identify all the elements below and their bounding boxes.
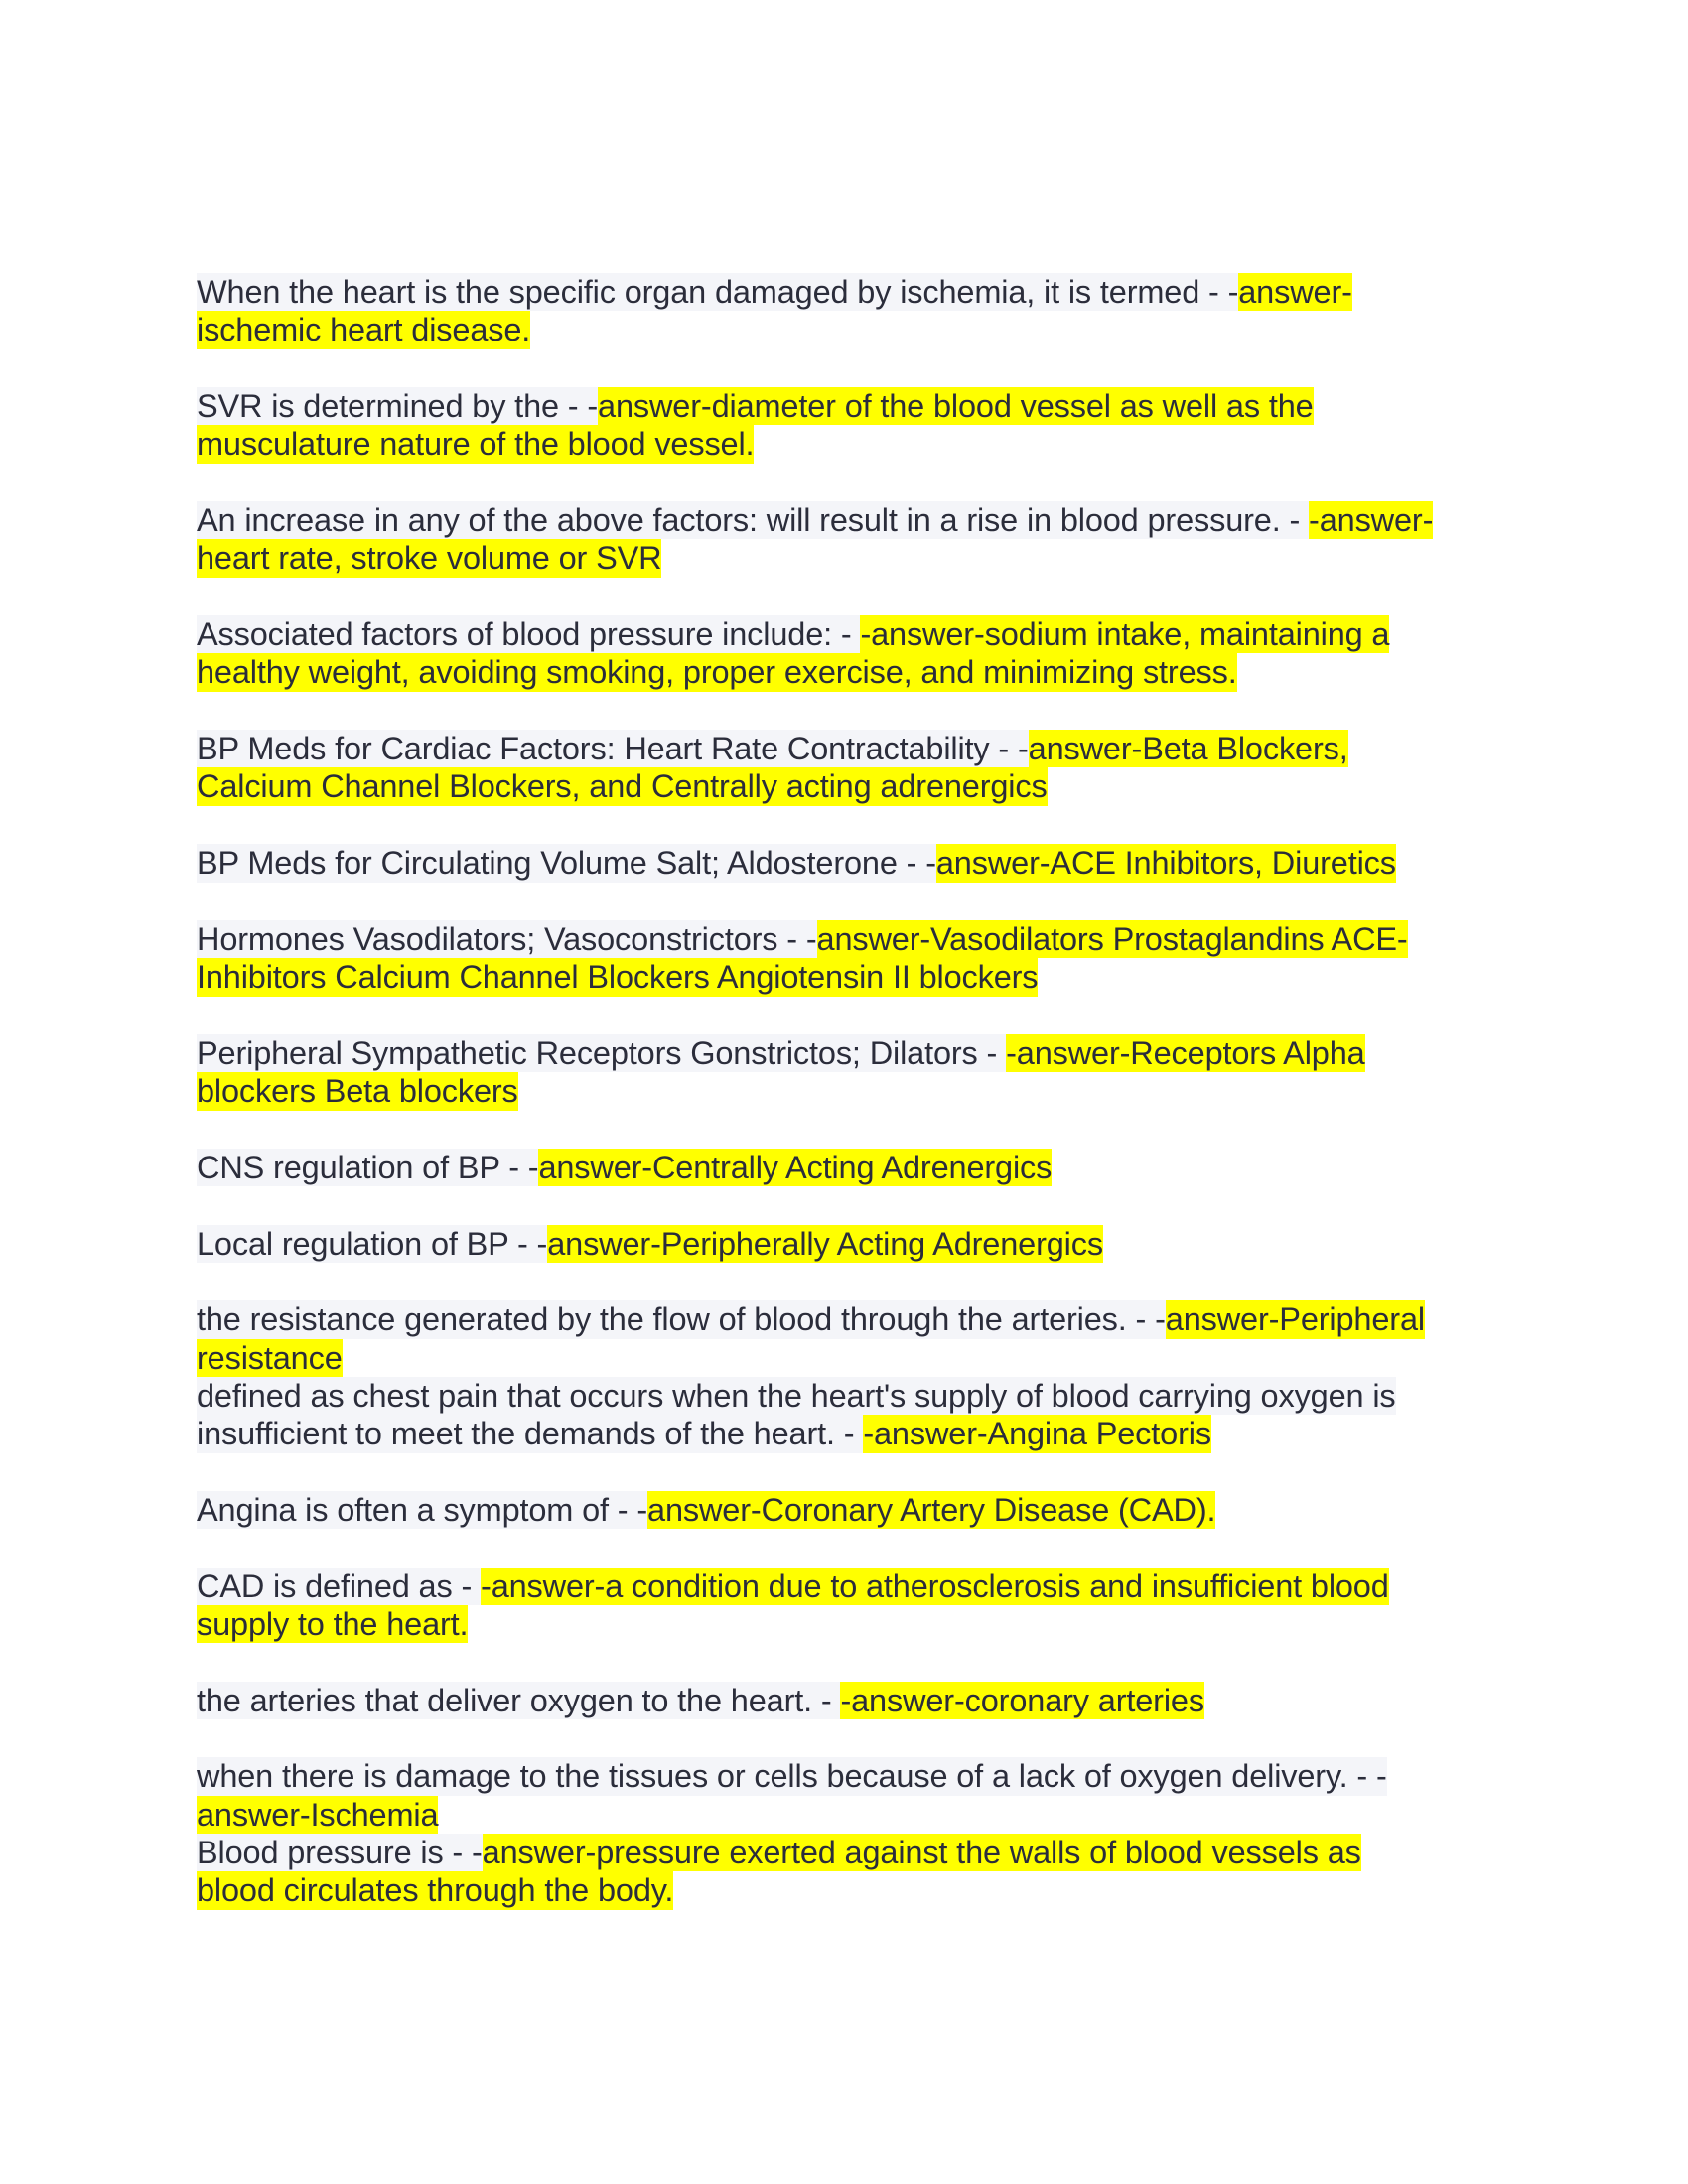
blank-line — [197, 997, 1507, 1034]
text-line — [197, 844, 1507, 882]
blank-line — [197, 1111, 1507, 1149]
blank-line — [197, 464, 1507, 501]
answer-highlight: -answer- — [1309, 502, 1434, 539]
text-line — [197, 1034, 1507, 1072]
answer-highlight: answer-pressure exerted against the walls of blood vessels as — [482, 1835, 1361, 1871]
answer-highlight: answer-Ischemia — [197, 1796, 439, 1833]
text-line — [197, 920, 1507, 958]
answer-highlight: -answer-coronary arteries — [840, 1682, 1204, 1718]
answer-highlight: -answer-a condition due to atherosclerosis and insufficient blood — [481, 1568, 1389, 1604]
blank-line — [197, 692, 1507, 730]
blank-line — [197, 806, 1507, 844]
question-text: Local regulation of BP - - — [197, 1225, 548, 1262]
answer-highlight: answer-Coronary Artery Disease (CAD). — [647, 1492, 1216, 1528]
question-text: BP Meds for Circulating Volume Salt; Aldosterone - - — [197, 845, 936, 882]
answer-highlight: blood circulates through the body. — [197, 1872, 674, 1909]
answer-highlight: answer-ACE Inhibitors, Diuretics — [935, 845, 1396, 882]
text-line — [197, 1377, 1507, 1415]
blank-line — [197, 1453, 1507, 1491]
blank-line — [197, 1643, 1507, 1681]
blank-line — [197, 1263, 1507, 1300]
answer-highlight: answer-Centrally Acting Adrenergics — [538, 1149, 1053, 1185]
blank-line — [197, 1719, 1507, 1757]
text-line — [197, 1072, 1507, 1110]
question-text: BP Meds for Cardiac Factors: Heart Rate Contractability - - — [197, 731, 1029, 767]
text-line — [197, 767, 1507, 805]
question-text: CAD is defined as - — [197, 1568, 482, 1604]
answer-highlight: supply to the heart. — [197, 1606, 469, 1643]
question-text: the resistance generated by the flow of blood through the arteries. - - — [197, 1301, 1166, 1338]
question-text: Blood pressure is - - — [197, 1835, 483, 1871]
text-line — [197, 1339, 1507, 1377]
text-line — [197, 653, 1507, 691]
answer-highlight: answer-diameter of the blood vessel as well as the — [598, 388, 1314, 425]
text-line — [197, 539, 1507, 577]
question-text: Hormones Vasodilators; Vasoconstrictors - - — [197, 920, 817, 957]
text-line — [197, 387, 1507, 425]
blank-line — [197, 578, 1507, 615]
answer-highlight: Calcium Channel Blockers, and Centrally acting adrenergics — [197, 768, 1048, 805]
text-line — [197, 425, 1507, 463]
question-text: the arteries that deliver oxygen to the heart. - — [197, 1682, 841, 1718]
question-text: insufficient to meet the demands of the heart. - — [197, 1416, 864, 1452]
answer-highlight: blockers Beta blockers — [197, 1073, 518, 1110]
text-line — [197, 1149, 1507, 1186]
answer-highlight: healthy weight, avoiding smoking, proper exercise, and minimizing stress. — [197, 654, 1237, 691]
text-line — [197, 1834, 1507, 1871]
answer-highlight: -answer-sodium intake, maintaining a — [860, 616, 1390, 653]
text-line — [197, 1605, 1507, 1643]
question-text: Peripheral Sympathetic Receptors Gonstrictos; Dilators - — [197, 1034, 1007, 1071]
text-line — [197, 1871, 1507, 1909]
text-line — [197, 615, 1507, 653]
text-line — [197, 1491, 1507, 1529]
question-text: An increase in any of the above factors: will result in a rise in blood pressure. - — [197, 502, 1310, 539]
blank-line — [197, 349, 1507, 387]
question-text: when there is damage to the tissues or cells because of a lack of oxygen delivery. - - — [197, 1758, 1387, 1795]
text-line — [197, 730, 1507, 767]
answer-highlight: heart rate, stroke volume or SVR — [197, 540, 662, 577]
question-text: When the heart is the specific organ damaged by ischemia, it is termed - - — [197, 274, 1239, 310]
answer-highlight: answer-Vasodilators Prostaglandins ACE- — [816, 920, 1408, 957]
answer-highlight: answer-Beta Blockers, — [1028, 731, 1348, 767]
text-line — [197, 1796, 1507, 1834]
blank-line — [197, 1529, 1507, 1567]
answer-highlight: Inhibitors Calcium Channel Blockers Angiotensin II blockers — [197, 959, 1039, 996]
question-text: Associated factors of blood pressure include: - — [197, 616, 861, 653]
answer-highlight: resistance — [197, 1339, 343, 1376]
text-line — [197, 1682, 1507, 1719]
text-line — [197, 1300, 1507, 1338]
text-line — [197, 273, 1507, 311]
document-page — [197, 273, 1507, 1910]
text-line — [197, 958, 1507, 996]
text-line — [197, 1568, 1507, 1605]
text-line — [197, 501, 1507, 539]
text-line — [197, 1415, 1507, 1452]
blank-line — [197, 883, 1507, 920]
answer-highlight: -answer-Angina Pectoris — [863, 1416, 1211, 1452]
answer-highlight: musculature nature of the blood vessel. — [197, 426, 755, 463]
text-line — [197, 1757, 1507, 1795]
question-text: Angina is often a symptom of - - — [197, 1492, 648, 1528]
answer-highlight: answer-Peripheral — [1165, 1301, 1425, 1338]
question-text: defined as chest pain that occurs when the heart's supply of blood carrying oxygen is — [197, 1377, 1396, 1414]
text-line — [197, 311, 1507, 348]
answer-highlight: -answer-Receptors Alpha — [1006, 1034, 1365, 1071]
blank-line — [197, 1186, 1507, 1224]
question-text: SVR is determined by the - - — [197, 388, 599, 425]
question-text: CNS regulation of BP - - — [197, 1149, 539, 1185]
answer-highlight: answer-Peripherally Acting Adrenergics — [547, 1225, 1103, 1262]
answer-highlight: answer- — [1238, 274, 1352, 310]
answer-highlight: ischemic heart disease. — [197, 312, 531, 348]
text-line — [197, 1225, 1507, 1263]
